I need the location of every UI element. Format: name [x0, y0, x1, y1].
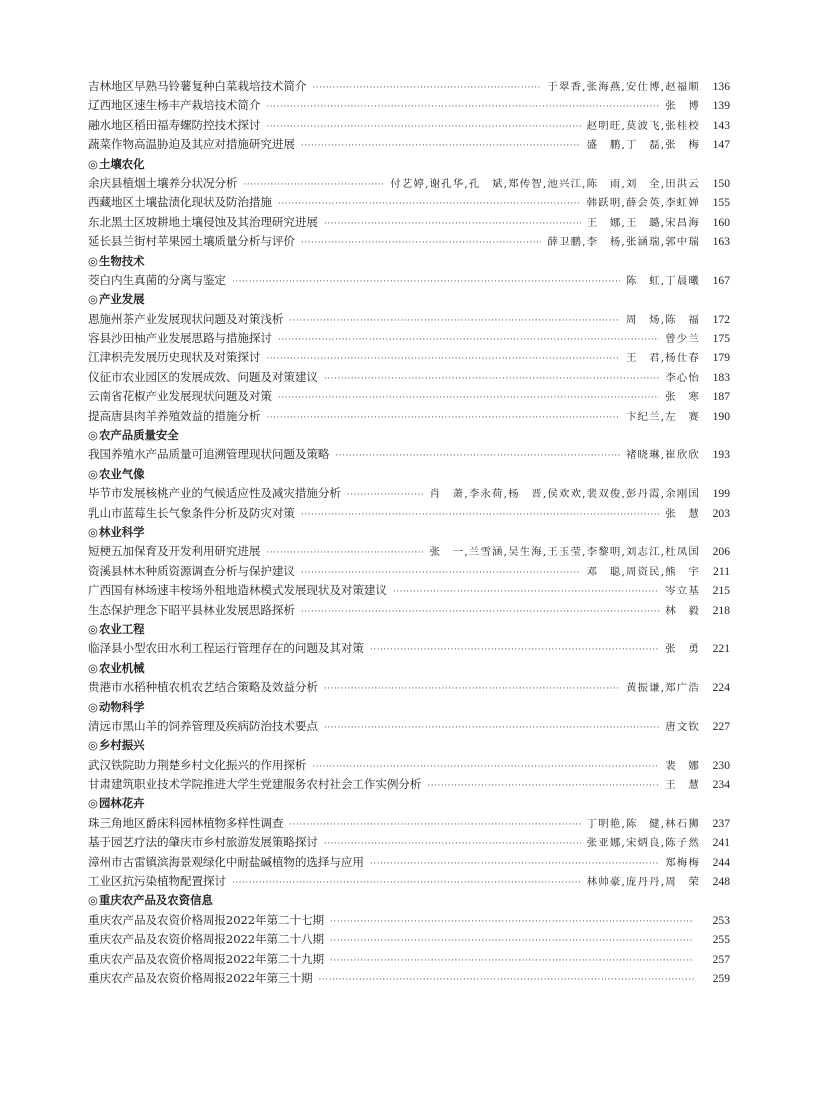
- article-title: 武汉铁院助力荆楚乡村文化振兴的作用探析: [88, 757, 307, 772]
- dot-leader: [243, 180, 384, 190]
- dot-leader: [232, 277, 620, 287]
- section-title: 园林花卉: [98, 796, 145, 811]
- article-authors: 韩跃明,薛会英,李虹婵: [586, 197, 700, 210]
- section-marker: ◎: [88, 660, 98, 675]
- toc-entry[interactable]: [88, 97, 730, 116]
- page-number: 206: [712, 545, 730, 559]
- section-heading: [88, 795, 730, 814]
- article-title: 云南省花椒产业发展现状问题及对策: [88, 389, 272, 404]
- section-marker: ◎: [88, 738, 98, 753]
- article-title: 甘肃建筑职业技术学院推进大学生党建服务农村社会工作实例分析: [88, 777, 422, 792]
- article-authors: 王 慧: [665, 779, 700, 792]
- article-title: 工业区抗污染植物配置探讨: [88, 874, 226, 889]
- toc-entry[interactable]: [88, 873, 730, 892]
- dot-leader: [370, 645, 659, 655]
- article-title: 贵港市水稻种植农机农艺结合策略及效益分析: [88, 680, 318, 695]
- page-number: 248: [712, 875, 730, 889]
- article-authors: 黄振谦,郑广浩: [625, 682, 700, 695]
- section-title: 林业科学: [98, 524, 145, 539]
- article-authors: 裴 娜: [665, 759, 700, 772]
- toc-entry[interactable]: [88, 834, 730, 853]
- article-title: 重庆农产品及农资价格周报2022年第二十八期: [88, 932, 324, 947]
- dot-leader: [330, 956, 694, 966]
- section-heading: [88, 737, 730, 756]
- article-authors: 林帅豪,庞丹丹,周 荣: [586, 876, 700, 889]
- section-title: 农业工程: [98, 621, 145, 636]
- article-title: 重庆农产品及农资价格周报2022年第二十九期: [88, 951, 324, 966]
- article-authors: 李心怡: [665, 371, 700, 384]
- article-authors: 林 毅: [665, 604, 700, 617]
- article-authors: 邓 聪,周资民,熊 宇: [586, 565, 700, 578]
- dot-leader: [324, 374, 659, 384]
- article-title: 基于园艺疗法的肇庆市乡村旅游发展策略探讨: [88, 835, 318, 850]
- section-heading: [88, 156, 730, 175]
- dot-leader: [324, 723, 659, 733]
- section-title: 土壤农化: [98, 156, 145, 171]
- toc-entry[interactable]: [88, 776, 730, 795]
- article-title: 吉林地区早熟马铃薯复种白菜栽培技术简介: [88, 79, 307, 93]
- article-authors: 王 娜,王 璐,宋昌海: [586, 216, 700, 229]
- article-title: 蔬菜作物高温胁迫及其应对措施研究进展: [88, 137, 295, 152]
- toc-entry[interactable]: [88, 505, 730, 524]
- page-number: 234: [712, 778, 730, 792]
- article-authors: 张 一,兰雪涵,吴生海,王玉莹,李黎明,刘志江,杜凤国: [429, 546, 700, 559]
- section-marker: ◎: [88, 699, 98, 714]
- section-title: 农业气像: [98, 466, 145, 481]
- article-title: 珠三角地区爵床科园林植物多样性调查: [88, 815, 284, 830]
- toc-entry[interactable]: [88, 679, 730, 698]
- toc-entry[interactable]: [88, 311, 730, 330]
- page-number: 183: [712, 370, 730, 384]
- section-heading: [88, 524, 730, 543]
- section-heading: [88, 291, 730, 310]
- article-title: 提高唐县肉羊养殖效益的措施分析: [88, 408, 261, 423]
- page-number: 221: [712, 642, 730, 656]
- toc-entry[interactable]: [88, 136, 730, 155]
- page-number: 147: [712, 138, 730, 152]
- article-title: 资溪县林木种质资源调查分析与保护建议: [88, 563, 295, 578]
- page-number: 211: [713, 564, 730, 578]
- page-number: 224: [712, 681, 730, 695]
- toc-entry[interactable]: [88, 931, 730, 950]
- article-authors: 薛卫鹏,李 杨,张涵瑞,郭中瑞: [547, 236, 700, 249]
- section-heading: [88, 621, 730, 640]
- dot-leader: [266, 122, 580, 132]
- toc-entry[interactable]: [88, 117, 730, 136]
- dot-leader: [312, 762, 659, 772]
- section-heading: [88, 892, 730, 911]
- article-title: 临泽县小型农田水利工程运行管理存在的问题及其对策: [88, 641, 364, 656]
- article-authors: 卞纪兰,左 赛: [625, 410, 700, 423]
- article-authors: 张 勇: [665, 643, 700, 656]
- dot-leader: [266, 413, 620, 423]
- page-number: 237: [712, 816, 730, 830]
- section-title: 农产品质量安全: [98, 428, 179, 443]
- dot-leader: [324, 219, 581, 229]
- article-title: 融水地区稻田福寿螺防控技术探讨: [88, 117, 261, 132]
- section-title: 乡村振兴: [98, 738, 145, 753]
- table-of-contents: [88, 78, 730, 989]
- article-title: 清远市黑山羊的饲养管理及疾病防治技术要点: [88, 718, 318, 733]
- dot-leader: [266, 354, 620, 364]
- section-heading: [88, 427, 730, 446]
- toc-entry[interactable]: [88, 582, 730, 601]
- dot-leader: [330, 917, 694, 927]
- dot-leader: [301, 607, 659, 617]
- article-title: 广西国有林场速丰桉场外租地造林模式发展现状及对策建议: [88, 583, 387, 598]
- section-marker: ◎: [88, 524, 98, 539]
- article-authors: 曾少兰: [665, 333, 700, 346]
- section-heading: [88, 699, 730, 718]
- section-title: 动物科学: [98, 699, 145, 714]
- page-number: 218: [712, 603, 730, 617]
- article-title: 东北黑土区坡耕地土壤侵蚀及其治理研究进展: [88, 214, 318, 229]
- page-number: 187: [712, 390, 730, 404]
- article-title: 延长县兰街村苹果园土壤质量分析与评价: [88, 234, 295, 249]
- toc-entry[interactable]: [88, 194, 730, 213]
- toc-entry[interactable]: [88, 718, 730, 737]
- toc-entry[interactable]: [88, 815, 730, 834]
- section-title: 产业发展: [98, 292, 145, 307]
- toc-entry[interactable]: [88, 485, 730, 504]
- page-number: 175: [712, 332, 730, 346]
- article-title: 重庆农产品及农资价格周报2022年第三十期: [88, 970, 313, 985]
- toc-entry[interactable]: [88, 757, 730, 776]
- page-number: 190: [712, 409, 730, 423]
- dot-leader: [266, 102, 659, 112]
- dot-leader: [301, 238, 542, 248]
- section-heading: [88, 253, 730, 272]
- section-marker: ◎: [88, 796, 98, 811]
- toc-entry[interactable]: [88, 640, 730, 659]
- article-authors: 王 君,杨仕春: [625, 352, 700, 365]
- toc-entry[interactable]: [88, 602, 730, 621]
- section-marker: ◎: [88, 621, 98, 636]
- page-number: 167: [712, 273, 730, 287]
- page-number: 199: [712, 487, 730, 501]
- dot-leader: [266, 548, 423, 558]
- dot-leader: [232, 878, 581, 888]
- dot-leader: [324, 684, 620, 694]
- page-number: 136: [712, 80, 730, 93]
- dot-leader: [319, 975, 694, 985]
- dot-leader: [301, 510, 659, 520]
- article-title: 江津枳壳发展历史现状及对策探讨: [88, 350, 261, 365]
- toc-entry[interactable]: [88, 408, 730, 427]
- toc-entry[interactable]: [88, 78, 730, 97]
- page-number: 179: [712, 351, 730, 365]
- dot-leader: [289, 316, 620, 326]
- page-number: 227: [712, 719, 730, 733]
- dot-leader: [335, 451, 620, 461]
- section-marker: ◎: [88, 428, 98, 443]
- dot-leader: [393, 587, 659, 597]
- article-authors: 岑立基: [665, 585, 700, 598]
- page-number: 230: [712, 758, 730, 772]
- section-title: 重庆农产品及农资信息: [98, 893, 213, 908]
- page-number: 253: [712, 913, 730, 927]
- article-title: 乳山市蓝莓生长气象条件分析及防灾对策: [88, 505, 295, 520]
- section-marker: ◎: [88, 253, 98, 268]
- section-title: 农业机械: [98, 660, 145, 675]
- article-authors: 盛 鹏,丁 磊,张 梅: [586, 139, 700, 152]
- section-title: 生物技术: [98, 253, 145, 268]
- section-heading: [88, 660, 730, 679]
- section-marker: ◎: [88, 893, 98, 908]
- article-authors: 周 炀,陈 福: [625, 313, 700, 326]
- article-authors: 张亚娜,宋炳良,陈子然: [586, 837, 700, 850]
- page-number: 259: [712, 971, 730, 985]
- article-authors: 付艺婷,谢孔华,孔 斌,郑传智,池兴江,陈 雨,刘 全,田洪云: [390, 177, 700, 190]
- article-title: 毕节市发展核桃产业的气候适应性及减灾措施分析: [88, 486, 341, 501]
- article-title: 重庆农产品及农资价格周报2022年第二十七期: [88, 912, 324, 927]
- page-number: 150: [712, 176, 730, 190]
- page-number: 215: [712, 584, 730, 598]
- page-number: 143: [712, 118, 730, 132]
- article-title: 我国养殖水产品质量可追溯管理现状问题及策略: [88, 447, 330, 462]
- dot-leader: [347, 490, 424, 500]
- article-title: 恩施州茶产业发展现状问题及对策浅析: [88, 311, 284, 326]
- page-number: 160: [712, 215, 730, 229]
- section-heading: [88, 466, 730, 485]
- toc-entry[interactable]: [88, 233, 730, 252]
- article-authors: 陈 虹,丁晨曦: [625, 274, 700, 287]
- article-authors: 郑梅梅: [665, 856, 700, 869]
- toc-entry[interactable]: [88, 970, 730, 989]
- dot-leader: [427, 781, 659, 791]
- article-title: 短梗五加保育及开发利用研究进展: [88, 544, 261, 559]
- toc-entry[interactable]: [88, 175, 730, 194]
- article-title: 漳州市古雷镇滨海景观绿化中耐盐碱植物的选择与应用: [88, 854, 364, 869]
- toc-entry[interactable]: [88, 388, 730, 407]
- dot-leader: [289, 820, 580, 830]
- page-number: 257: [712, 952, 730, 966]
- toc-entry[interactable]: [88, 951, 730, 970]
- dot-leader: [301, 568, 581, 578]
- toc-entry[interactable]: [88, 912, 730, 931]
- article-authors: 丁明艳,陈 健,林石狮: [586, 817, 700, 830]
- page-number: 255: [712, 933, 730, 947]
- article-title: 容县沙田柚产业发展思路与措施探讨: [88, 331, 272, 346]
- page-number: 163: [712, 235, 730, 249]
- dot-leader: [301, 141, 581, 151]
- article-title: 西藏地区土壤盐渍化现状及防治措施: [88, 195, 272, 210]
- article-authors: 赵明旺,莫波飞,张桂校: [586, 119, 700, 132]
- toc-entry[interactable]: [88, 330, 730, 349]
- section-marker: ◎: [88, 292, 98, 307]
- dot-leader: [312, 83, 541, 93]
- article-authors: 褚晓琳,崔欣欣: [625, 449, 700, 462]
- toc-entry[interactable]: [88, 446, 730, 465]
- dot-leader: [278, 199, 581, 209]
- page-number: 244: [712, 855, 730, 869]
- article-title: 仪征市农业园区的发展成效、问题及对策建议: [88, 369, 318, 384]
- page-number: 155: [712, 196, 730, 210]
- dot-leader: [330, 936, 694, 946]
- article-title: 茭白内生真菌的分离与鉴定: [88, 272, 226, 287]
- dot-leader: [278, 393, 659, 403]
- page-number: 203: [712, 506, 730, 520]
- section-marker: ◎: [88, 466, 98, 481]
- article-title: 余庆县植烟土壤养分状况分析: [88, 175, 238, 190]
- article-authors: 张 博: [665, 100, 700, 113]
- article-title: 生态保护理念下昭平县林业发展思路探析: [88, 602, 295, 617]
- toc-entry[interactable]: [88, 369, 730, 388]
- page-number: 193: [712, 448, 730, 462]
- toc-entry[interactable]: [88, 349, 730, 368]
- page-number: 139: [712, 99, 730, 113]
- dot-leader: [278, 335, 659, 345]
- toc-entry[interactable]: [88, 543, 730, 562]
- dot-leader: [324, 839, 581, 849]
- toc-entry[interactable]: [88, 854, 730, 873]
- page-number: 241: [712, 836, 730, 850]
- article-authors: 唐文钦: [665, 720, 700, 733]
- toc-entry[interactable]: [88, 272, 730, 291]
- dot-leader: [370, 859, 659, 869]
- article-authors: 张 慧: [665, 507, 700, 520]
- toc-entry[interactable]: [88, 214, 730, 233]
- page-number: 172: [712, 312, 730, 326]
- article-authors: 张 寒: [665, 391, 700, 404]
- article-title: 辽西地区速生杨丰产栽培技术简介: [88, 98, 261, 113]
- section-marker: ◎: [88, 156, 98, 171]
- toc-entry[interactable]: [88, 563, 730, 582]
- article-authors: 于翠香,张海燕,安仕博,赵福顺: [547, 81, 700, 93]
- article-authors: 肖 萧,李永荷,杨 晋,侯欢欢,裴双俊,彭丹霞,余刚国: [429, 488, 700, 501]
